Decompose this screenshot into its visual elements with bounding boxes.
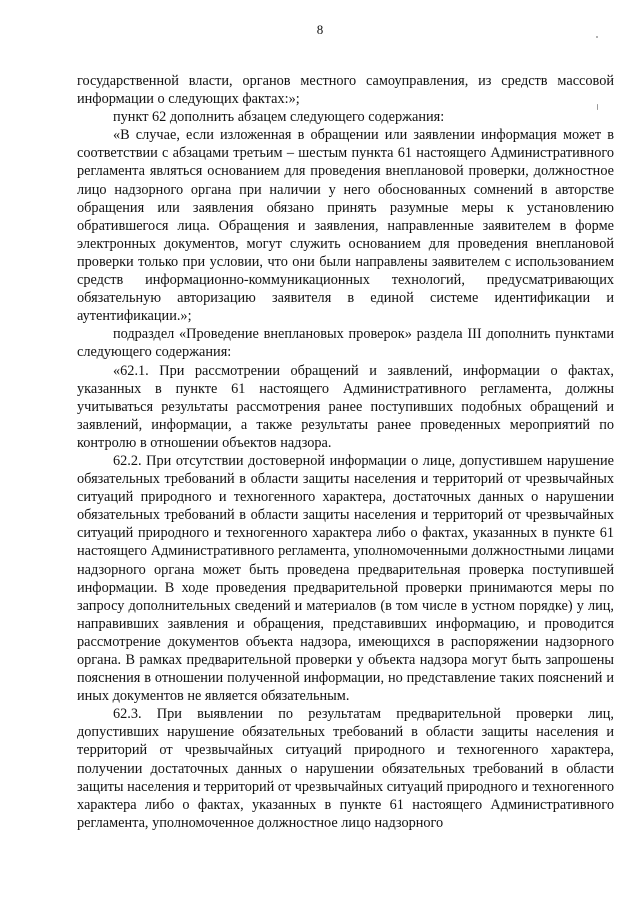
paragraph-quoted-62-addition: «В случае, если изложенная в обращении или заявлении информация может в соответствии с абзацами третьим – шестым пункта 61 настоящего Административного регламента являться основанием для проведения внеплановой проверки, должностное лицо надзорного органа при наличии у него обоснованных сомнений в авторстве обращения или заявления обязано принять разумные меры к установлению обратившегося лица. Обращения и заявления, направленные заявителем в форме электронных документов, могут служить основанием для проведения внеплановой проверки только при условии, что они были направлены заявителем с использованием средств информационно-коммуникационных технологий, предусматривающих обязательную авторизацию заявителя в единой системе идентификации и аутентификации.»; <box>77 127 614 325</box>
paragraph-subsection-amendment: подраздел «Проведение внеплановых проверок» раздела III дополнить пунктами следующего содержания: <box>77 326 614 361</box>
paragraph-amendment-62: пункт 62 дополнить абзацем следующего содержания: <box>113 109 445 126</box>
paragraph-62-1: «62.1. При рассмотрении обращений и заявлений, информации о фактах, указанных в пункте 61 настоящего Административного регламента, должны учитываться результаты рассмотрения ранее поступивших подобных обращений и заявлений, информации, а также результаты ранее проведенных мероприятий по контролю в отношении объектов надзора. <box>77 362 614 451</box>
page-number: 8 <box>316 22 324 37</box>
paragraph-62-2: 62.2. При отсутствии достоверной информации о лице, допустившем нарушение обязательных требований в области защиты населения и территорий от чрезвычайных ситуаций природного и техногенного характера, достаточных данных о нарушении обязательных требований в области защиты населения и территорий от чрезвычайных ситуаций природного и техногенного характера либо о фактах, указанных в пункте 61 настоящего Административного регламента, уполномоченными должностными лицами надзорного органа может быть проведена предварительная проверка поступившей информации. В ходе проведения предварительной проверки принимаются меры по запросу дополнительных сведений и материалов (в том числе в устном порядке) у лиц, направивших заявления и обращения, представивших информацию, и проводится рассмотрение документов объекта надзора, имеющихся в распоряжении надзорного органа. В рамках предварительной проверки у объекта надзора могут быть запрошены пояснения в отношении полученной информации, но представление таких пояснений и иных документов не является обязательным. <box>77 452 614 705</box>
scan-speck <box>596 36 598 38</box>
paragraph-continuation: государственной власти, органов местного самоуправления, из средств массовой информации о следующих фактах:»; <box>77 73 614 108</box>
document-body <box>77 72 614 832</box>
paragraph-62-3: 62.3. При выявлении по результатам предварительной проверки лиц, допустивших нарушение обязательных требований в области защиты населения и территорий от чрезвычайных ситуаций природного и техногенного характера, получении достаточных данных о нарушении обязательных требований в области защиты населения и территорий от чрезвычайных ситуаций природного и техногенного характера либо о фактах, указанных в пункте 61 настоящего Административного регламента, уполномоченное должностное лицо надзорного <box>77 706 614 831</box>
